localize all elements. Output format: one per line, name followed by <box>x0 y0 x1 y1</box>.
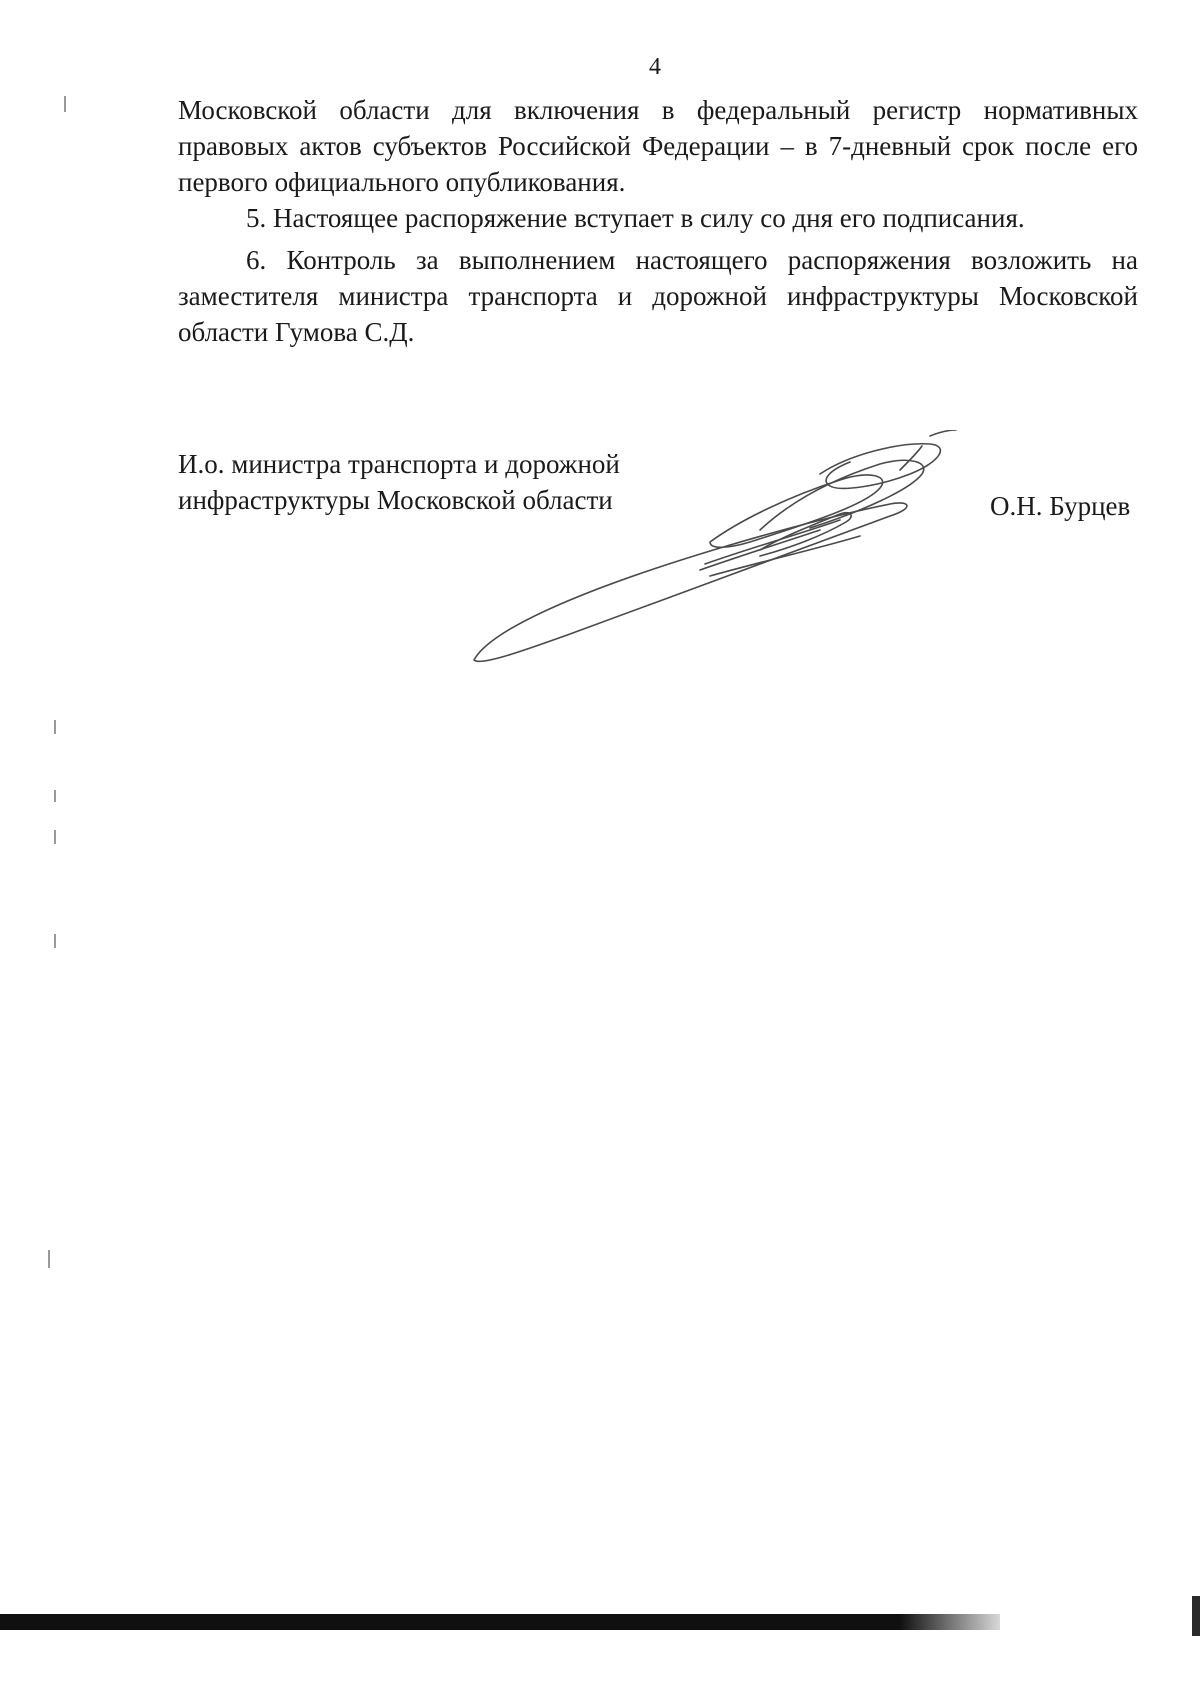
paragraph-item-6 <box>178 242 1138 350</box>
scan-bottom-edge <box>0 1614 1000 1630</box>
scan-artifact <box>54 790 56 802</box>
scan-right-edge <box>1192 1596 1200 1636</box>
scan-artifact <box>54 830 56 844</box>
signature-long-stroke <box>474 503 907 661</box>
paragraph-text: Московской области для включения в федеральный регистр нормативных правовых актов субъектов Российской Федерации – в 7-дневный срок после его первого официального опубликования. <box>178 95 1138 197</box>
paragraph-text: 5. Настоящее распоряжение вступает в силу со дня его подписания. <box>246 203 1025 233</box>
paragraph-item-5 <box>178 200 1138 236</box>
signatory-title-line-2: инфраструктуры Московской области <box>178 485 613 515</box>
signer-name: О.Н. Бурцев <box>990 491 1131 521</box>
page-number: 4 <box>649 54 661 80</box>
handwritten-signature <box>460 430 1040 670</box>
scan-artifact <box>54 720 56 734</box>
scan-artifact <box>54 934 56 948</box>
paragraph-continuation <box>178 92 1138 200</box>
paragraph-text: 6. Контроль за выполнением настоящего распоряжения возложить на заместителя министра транспорта и дорожной инфраструктуры Московской области Гумова С.Д. <box>178 245 1138 347</box>
scan-artifact <box>48 1250 50 1268</box>
scan-artifact <box>64 96 66 112</box>
signature-loop-2 <box>760 460 924 530</box>
signature-flourish <box>930 430 956 436</box>
signature-tail <box>900 446 922 470</box>
scan-bottom-edge-fade <box>900 1614 1000 1630</box>
signatory-title-line-1: И.о. министра транспорта и дорожной <box>178 449 620 479</box>
